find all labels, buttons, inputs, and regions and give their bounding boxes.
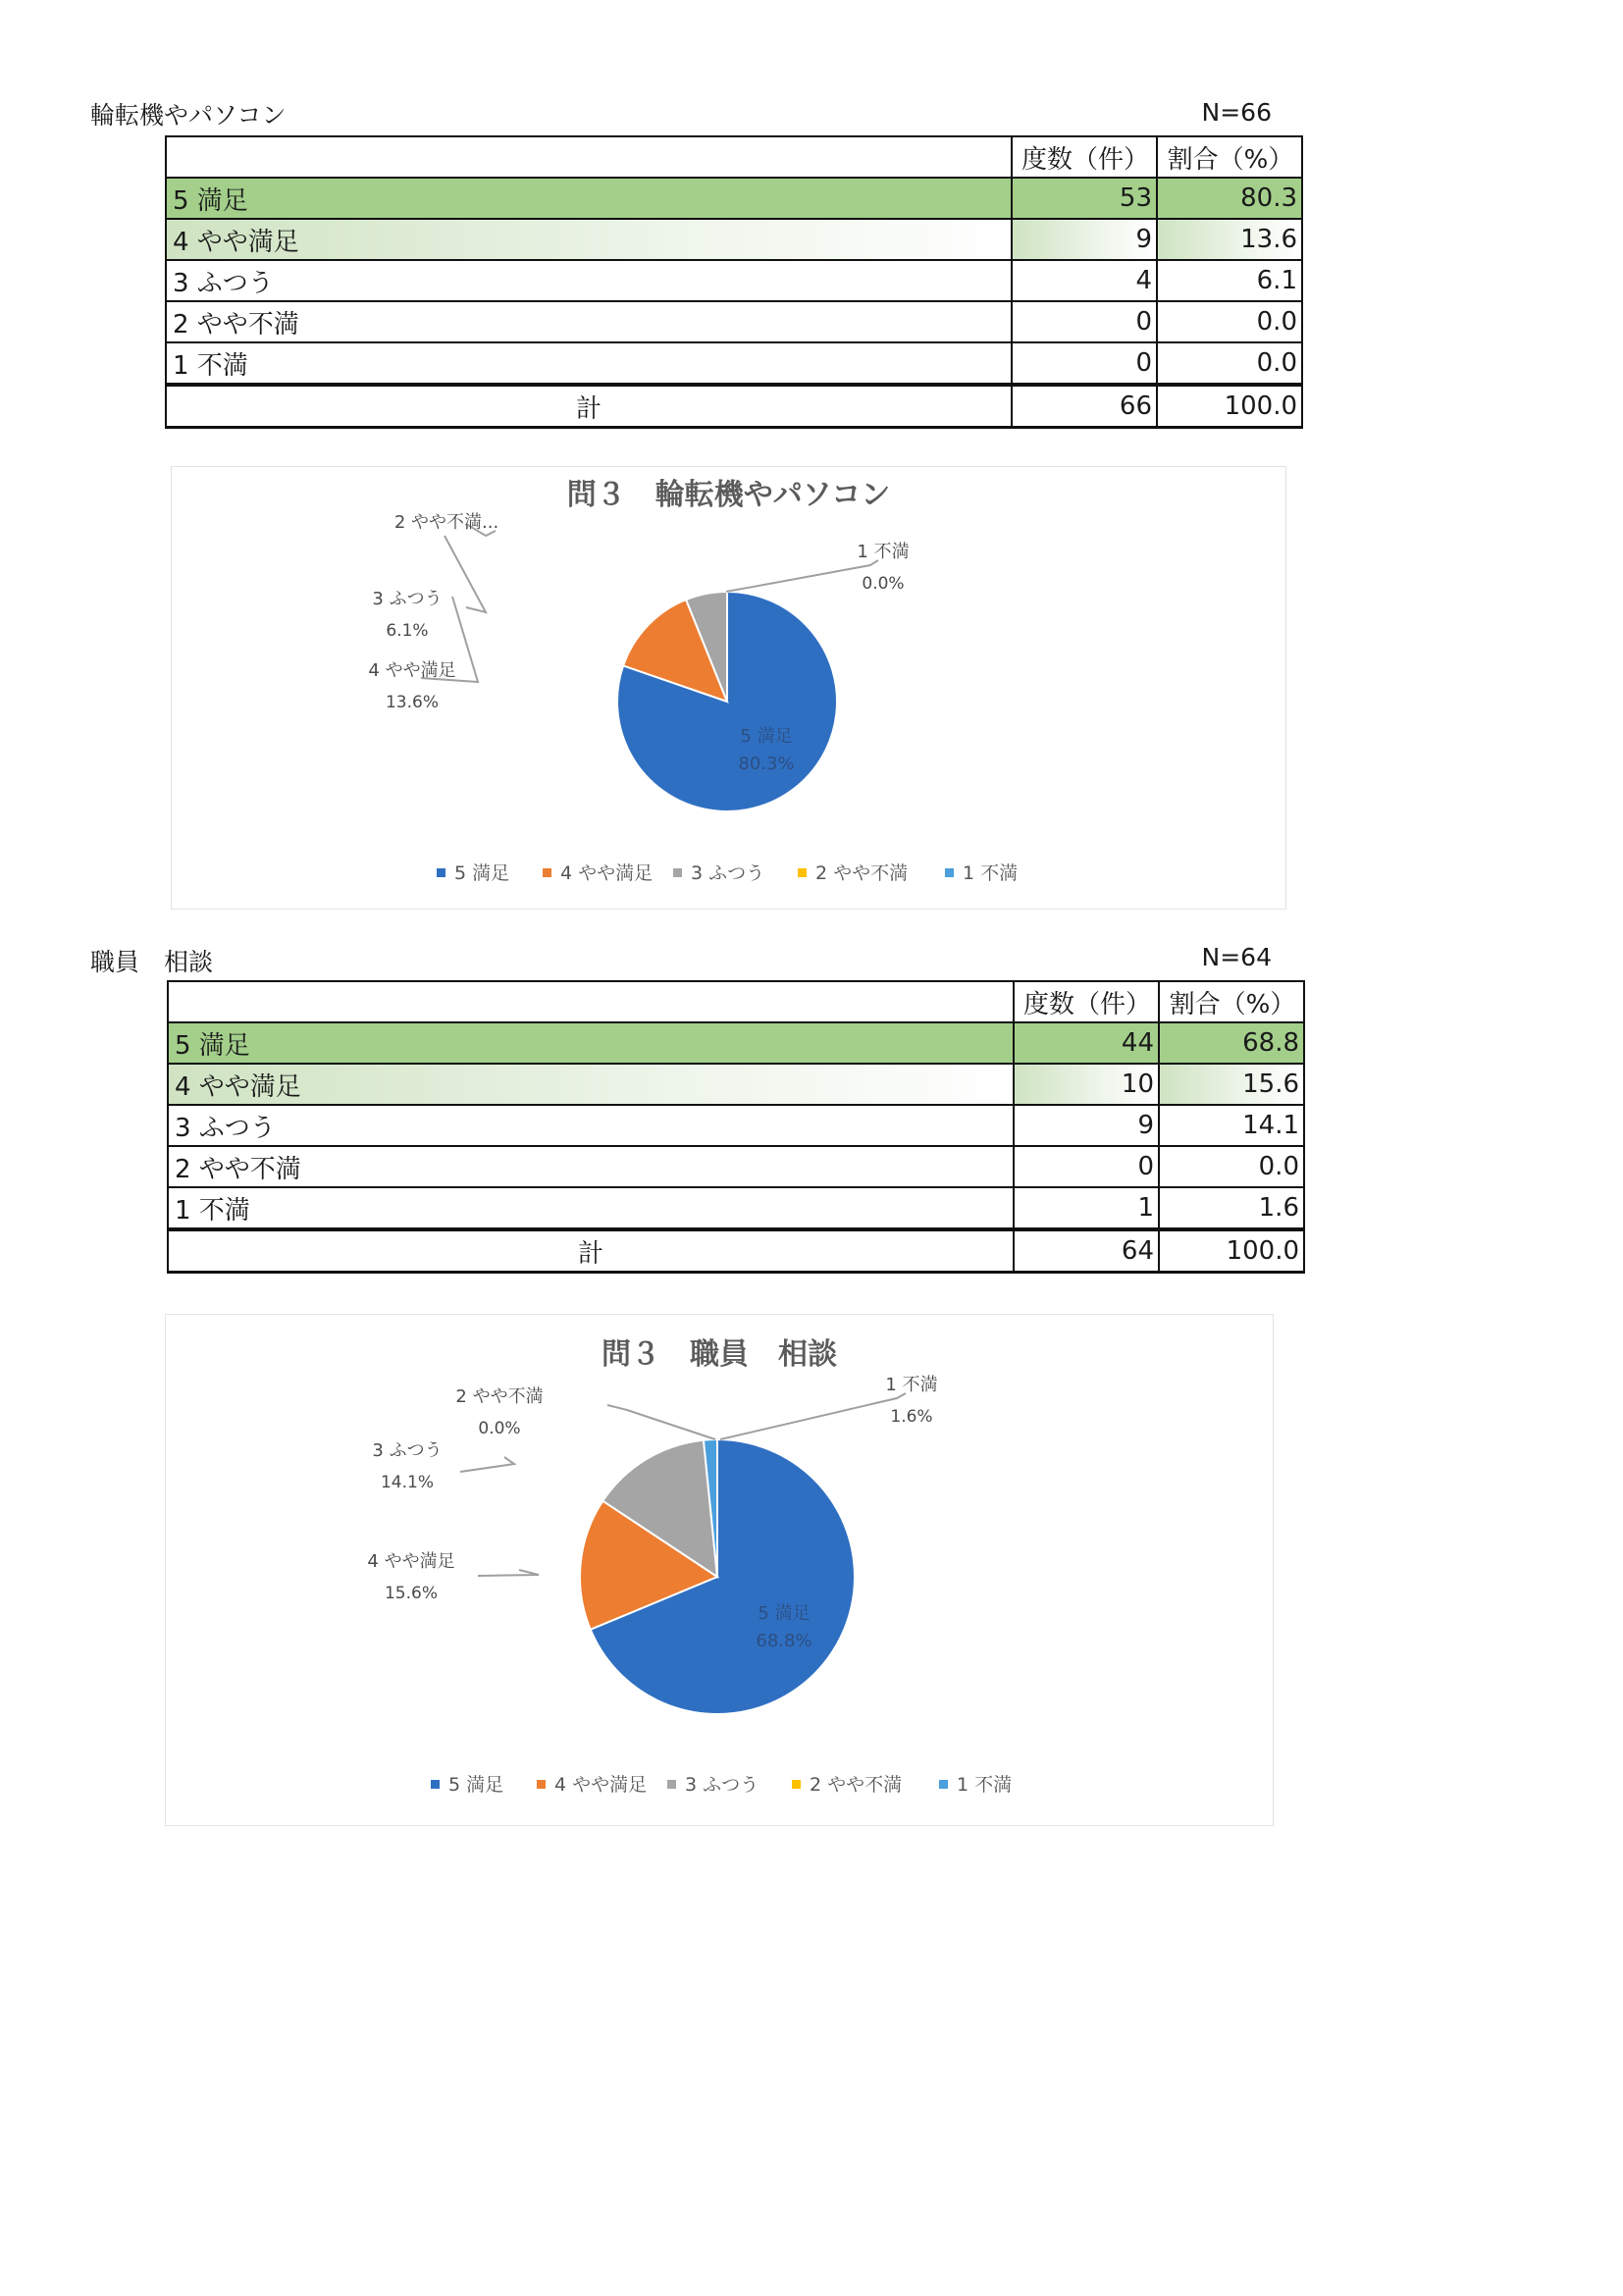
sample-size-label: N=64 [1201, 943, 1272, 971]
header-cell-count: 度数（件） [1012, 136, 1157, 178]
header-cell-percent: 割合（%） [1159, 981, 1304, 1022]
row-count: 44 [1014, 1022, 1159, 1064]
pie-chart-container [165, 1314, 1274, 1826]
row-label: 1 不満 [168, 1187, 1014, 1229]
slice-value-label: 13.6% [385, 693, 440, 712]
leader-line [720, 1393, 906, 1439]
legend-swatch [431, 1780, 440, 1789]
table-row [168, 1064, 1304, 1105]
slice-label: 2 やや不満... [393, 512, 499, 533]
row-percent: 68.8 [1159, 1022, 1304, 1064]
legend-label: 1 不満 [963, 862, 1019, 884]
slice-label: 5 満足 [740, 726, 793, 747]
legend-swatch [792, 1780, 801, 1789]
table-row [168, 1146, 1304, 1187]
legend-label: 3 ふつう [685, 1774, 759, 1796]
row-percent: 80.3 [1157, 178, 1302, 219]
header-cell-percent: 割合（%） [1157, 136, 1302, 178]
slice-label: 2 やや不満 [455, 1386, 544, 1407]
row-label: 3 ふつう [168, 1105, 1014, 1146]
slice-label: 1 不満 [857, 542, 910, 562]
row-label: 2 やや不満 [166, 301, 1012, 342]
leader-line [726, 560, 878, 592]
table-row [168, 1187, 1304, 1229]
table-row [168, 1022, 1304, 1064]
legend-swatch [537, 1780, 546, 1789]
slice-value-label: 15.6% [384, 1584, 439, 1603]
row-label: 2 やや不満 [168, 1146, 1014, 1187]
table-row [166, 260, 1302, 301]
section-title: 職員 相談 [90, 948, 214, 976]
leader-line [460, 1457, 514, 1472]
slice-value-label: 68.8% [756, 1631, 812, 1651]
legend-label: 4 やや満足 [554, 1774, 648, 1796]
section-title: 輪転機やパソコン [90, 101, 287, 130]
header-cell [166, 136, 1012, 178]
slice-value-label: 14.1% [380, 1473, 435, 1492]
total-label: 計 [168, 1229, 1014, 1273]
row-percent: 0.0 [1157, 342, 1302, 385]
legend-swatch [437, 868, 445, 877]
total-label: 計 [166, 385, 1012, 428]
legend-swatch [945, 868, 954, 877]
chart-title: 問３ 職員 相談 [602, 1337, 837, 1372]
sample-size-label: N=66 [1201, 98, 1272, 127]
legend-swatch [939, 1780, 948, 1789]
slice-value-label: 0.0% [862, 574, 905, 594]
row-label: 5 満足 [168, 1022, 1014, 1064]
leader-line [607, 1405, 715, 1439]
table-total-row [168, 1229, 1304, 1273]
leader-line [445, 536, 486, 612]
pie-chart [166, 1315, 1273, 1825]
row-count: 9 [1012, 219, 1157, 260]
frequency-table [167, 980, 1305, 1274]
chart-title: 問３ 輪転機やパソコン [566, 478, 891, 512]
total-percent: 100.0 [1157, 385, 1302, 428]
slice-value-label: 80.3% [738, 754, 795, 774]
row-percent: 0.0 [1159, 1146, 1304, 1187]
slice-value-label: 0.0% [478, 1419, 521, 1438]
pie-chart-container [171, 466, 1286, 910]
table-header-row [166, 136, 1302, 178]
row-label: 4 やや満足 [168, 1064, 1014, 1105]
table-row [166, 219, 1302, 260]
slice-value-label: 1.6% [890, 1407, 933, 1427]
table-row [166, 342, 1302, 385]
slice-label: 4 やや満足 [368, 660, 456, 681]
row-count: 4 [1012, 260, 1157, 301]
table-header-row [168, 981, 1304, 1022]
pie-chart [172, 467, 1285, 909]
row-percent: 13.6 [1157, 219, 1302, 260]
slice-label: 3 ふつう [372, 589, 443, 609]
legend-swatch [798, 868, 807, 877]
total-count: 66 [1012, 385, 1157, 428]
table-row [168, 1105, 1304, 1146]
row-label: 5 満足 [166, 178, 1012, 219]
row-count: 1 [1014, 1187, 1159, 1229]
legend-swatch [543, 868, 551, 877]
row-label: 4 やや満足 [166, 219, 1012, 260]
legend-swatch [673, 868, 682, 877]
legend-label: 3 ふつう [691, 862, 765, 884]
legend-label: 2 やや不満 [815, 862, 909, 884]
legend-swatch [667, 1780, 676, 1789]
row-percent: 14.1 [1159, 1105, 1304, 1146]
row-label: 1 不満 [166, 342, 1012, 385]
row-percent: 1.6 [1159, 1187, 1304, 1229]
header-cell [168, 981, 1014, 1022]
legend-label: 2 やや不満 [810, 1774, 903, 1796]
slice-label: 1 不満 [885, 1375, 938, 1395]
row-percent: 6.1 [1157, 260, 1302, 301]
row-count: 53 [1012, 178, 1157, 219]
row-count: 0 [1012, 342, 1157, 385]
row-count: 10 [1014, 1064, 1159, 1105]
legend-label: 5 満足 [454, 862, 510, 884]
row-percent: 0.0 [1157, 301, 1302, 342]
table-total-row [166, 385, 1302, 428]
legend-label: 4 やや満足 [560, 862, 654, 884]
row-count: 9 [1014, 1105, 1159, 1146]
slice-label: 4 やや満足 [367, 1551, 455, 1572]
legend-label: 5 満足 [448, 1774, 504, 1796]
header-cell-count: 度数（件） [1014, 981, 1159, 1022]
total-percent: 100.0 [1159, 1229, 1304, 1273]
row-count: 0 [1014, 1146, 1159, 1187]
total-count: 64 [1014, 1229, 1159, 1273]
legend-label: 1 不満 [957, 1774, 1013, 1796]
table-row [166, 301, 1302, 342]
slice-label: 3 ふつう [372, 1440, 443, 1461]
slice-value-label: 6.1% [386, 621, 429, 641]
leader-line [478, 1570, 539, 1576]
frequency-table [165, 135, 1303, 429]
slice-label: 5 満足 [758, 1603, 811, 1624]
row-label: 3 ふつう [166, 260, 1012, 301]
table-row [166, 178, 1302, 219]
row-count: 0 [1012, 301, 1157, 342]
row-percent: 15.6 [1159, 1064, 1304, 1105]
